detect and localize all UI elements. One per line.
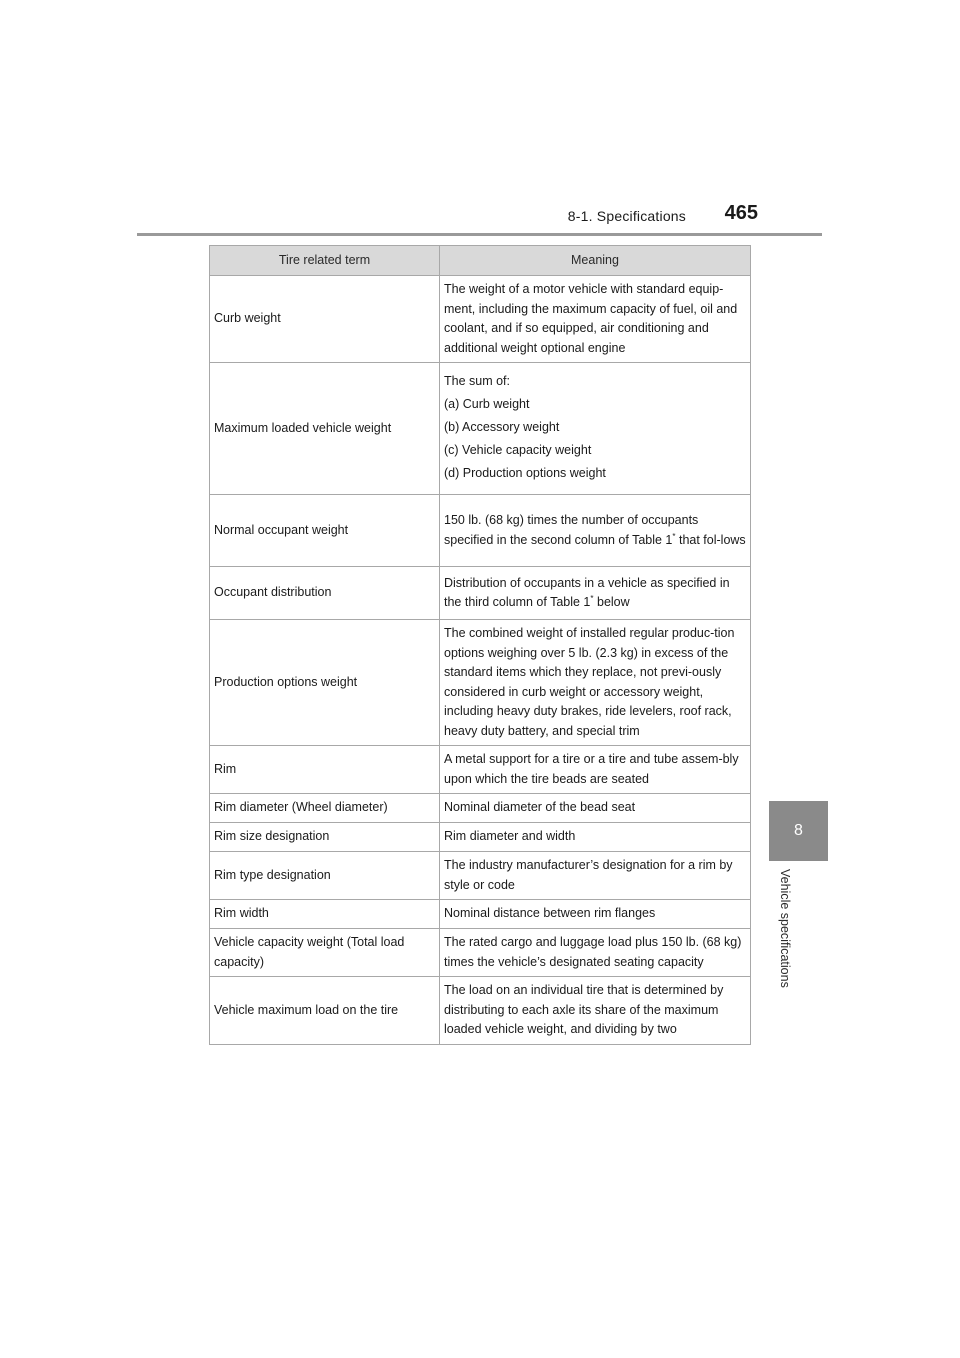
term-cell: Vehicle maximum load on the tire (210, 977, 440, 1045)
meaning-line: (b) Accessory weight (444, 420, 560, 434)
table-header-row (210, 246, 751, 276)
footnote-marker: * (590, 593, 594, 603)
table-row (210, 363, 751, 495)
term-cell: Rim (210, 746, 440, 794)
table-row (210, 823, 751, 852)
meaning-cell: The combined weight of installed regular produc-tion options weighing over 5 lb. (2.3 kg) in excess of the standard items which they replace, not previ-ously considered in curb weight or accessory weight, including heavy duty brakes, ride levelers, roof rack, heavy duty battery, and special trim (440, 620, 751, 746)
meaning-text: below (593, 595, 630, 609)
meaning-line: The sum of: (444, 374, 510, 388)
term-cell: Production options weight (210, 620, 440, 746)
column-header-term: Tire related term (210, 246, 440, 276)
page-number: 465 (724, 202, 758, 224)
table-row (210, 620, 751, 746)
table-row (210, 746, 751, 794)
table-row (210, 567, 751, 620)
meaning-cell (440, 363, 751, 495)
term-cell: Occupant distribution (210, 567, 440, 620)
column-header-meaning: Meaning (440, 246, 751, 276)
table-row (210, 852, 751, 900)
meaning-line: (d) Production options weight (444, 466, 606, 480)
chapter-title: Vehicle specifications (778, 869, 792, 988)
tire-terms-table (209, 245, 751, 1045)
chapter-number: 8 (794, 822, 803, 839)
meaning-text: that fol-lows (675, 532, 746, 547)
table-row (210, 977, 751, 1045)
table-row (210, 495, 751, 567)
term-cell: Curb weight (210, 276, 440, 363)
header-divider (137, 233, 822, 236)
term-cell: Maximum loaded vehicle weight (210, 363, 440, 495)
meaning-cell: A metal support for a tire or a tire and tube assem-bly upon which the tire beads are seated (440, 746, 751, 794)
term-cell: Rim size designation (210, 823, 440, 852)
table-row (210, 929, 751, 977)
table-row (210, 276, 751, 363)
table-row (210, 794, 751, 823)
meaning-line: (a) Curb weight (444, 397, 530, 411)
term-cell: Vehicle capacity weight (Total load capacity) (210, 929, 440, 977)
meaning-cell: The weight of a motor vehicle with standard equip-ment, including the maximum capacity of fuel, oil and coolant, and if so equipped, air conditioning and additional weight optional engine (440, 276, 751, 363)
section-title: 8-1. Specifications (567, 208, 686, 224)
term-cell: Rim type designation (210, 852, 440, 900)
meaning-cell: Nominal diameter of the bead seat (440, 794, 751, 823)
meaning-text: Distribution of occupants in a vehicle as specified in the third column of Table 1 (444, 575, 730, 609)
term-cell: Rim diameter (Wheel diameter) (210, 794, 440, 823)
chapter-tab (769, 801, 828, 861)
meaning-cell: The load on an individual tire that is determined by distributing to each axle its share of the maximum loaded vehicle weight, and dividing by two (440, 977, 751, 1045)
meaning-cell: Nominal distance between rim flanges (440, 900, 751, 929)
footnote-marker: * (672, 531, 676, 541)
meaning-line: (c) Vehicle capacity weight (444, 443, 592, 457)
meaning-cell: Rim diameter and width (440, 823, 751, 852)
meaning-cell: The industry manufacturer’s designation for a rim by style or code (440, 852, 751, 900)
meaning-cell (440, 495, 751, 567)
term-cell: Rim width (210, 900, 440, 929)
meaning-text: 150 lb. (68 kg) times the number of occupants specified in the second column of Table 1 (444, 513, 699, 547)
table-row (210, 900, 751, 929)
meaning-cell: The rated cargo and luggage load plus 150 lb. (68 kg) times the vehicle’s designated seating capacity (440, 929, 751, 977)
term-cell: Normal occupant weight (210, 495, 440, 567)
meaning-cell (440, 567, 751, 620)
page-header (0, 200, 822, 234)
